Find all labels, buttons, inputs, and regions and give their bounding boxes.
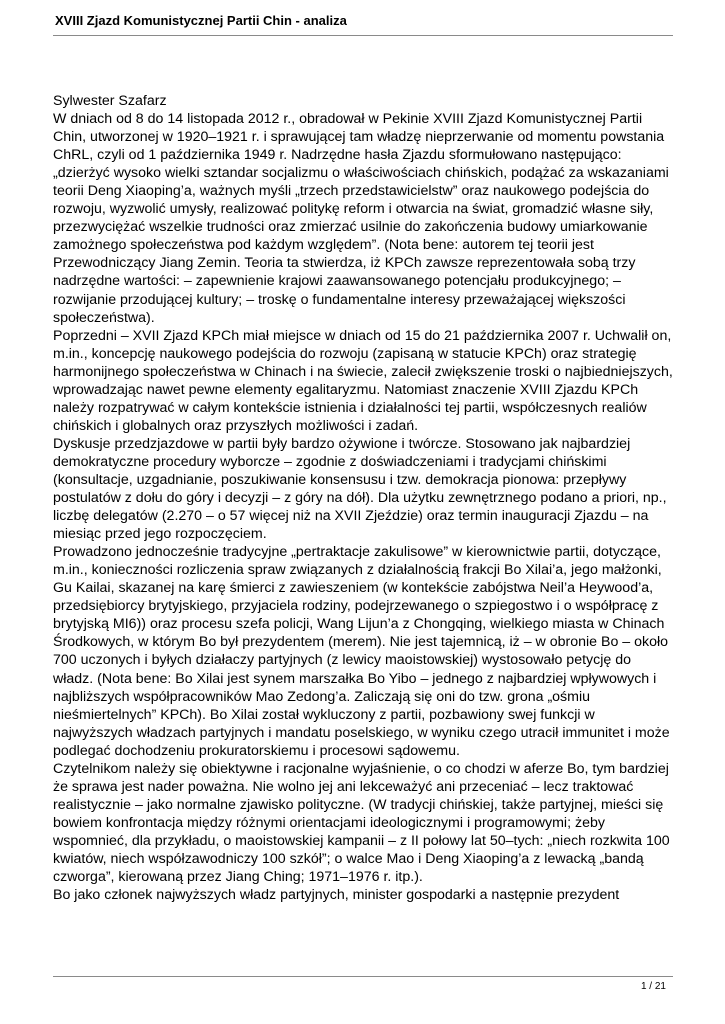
paragraph-previous-congress: Poprzedni – XVII Zjazd KPCh miał miejsce w dniach od 15 do 21 października 2007 r. Uchwalił on, m.in., koncepcję naukowego podejścia do rozwoju (zapisaną w statucie KPCh) oraz strategię harmonijnego społeczeństwa w Chinach i na świecie, zalecił zwiększenie troski o najbiedniejszych, wprowadzając nawet pewne elementy egalitaryzmu. Natomiast znaczenie XVIII Zjazdu KPCh należy rozpatrywać w całym kontekście istnienia i działalności tej partii, współczesnych realiów chińskich i globalnych oraz przyszłych możliwości i zadań. [53, 327, 673, 434]
footer-divider [53, 976, 673, 977]
paragraph-bo-xilai-affair: Prowadzono jednocześnie tradycyjne „pertraktacje zakulisowe” w kierownictwie partii, dotyczące, m.in., konieczności rozliczenia spraw związanych z działalnością frakcji Bo Xilai’a, jego małżonki, Gu Kailai, skazanej na karę śmierci z zawieszeniem (w kontekście zabójstwa Neil’a Heywood’a, przedsiębiorcy brytyjskiego, przyjaciela rodziny, podejrzewanego o szpiegostwo i o współpracę z brytyjską MI6)) oraz procesu szefa policji, Wang Lijun’a z Chongqing, wielkiego miasta w Chinach Środkowych, w którym Bo był prezydentem (merem). Nie jest tajemnicą, iż – w obronie Bo – około 700 uczonych i byłych działaczy partyjnych (z lewicy maoistowskiej) wystosowało petycję do władz. (Nota bene: Bo Xilai jest synem marszałka Bo Yibo – jednego z najbardziej wpływowych i najbliższych współpracowników Mao Zedong’a. Zaliczają się oni do tzw. grona „ośmiu nieśmiertelnych” KPCh). Bo Xilai został wykluczony z partii, pozbawiony swej funkcji w najwyższych władzach partyjnych i mandatu poselskiego, w wyniku czego utracił immunitet i może podlegać dochodzeniu prokuratorskiemu i procesowi sądowemu. [53, 544, 670, 759]
page-number: 1 / 21 [640, 981, 666, 992]
header-divider [53, 35, 673, 36]
author-name: Sylwester Szafarz [53, 93, 167, 109]
document-title: XVIII Zjazd Komunistycznej Partii Chin - analiza [55, 13, 347, 28]
paragraph-intro: W dniach od 8 do 14 listopada 2012 r., obradował w Pekinie XVIII Zjazd Komunistycznej Partii Chin, utworzonej w 1920–1921 r. i sprawującej tam władzę nieprzerwanie od momentu powstania ChRL, czyli od 1 października 1949 r. Nadrzędne hasła Zjazdu sformułowano następująco: „dzierżyć wysoko wielki sztandar socjalizmu o właściwościach chińskich, podążać za wskazaniami teorii Deng Xiaoping’a, ważnych myśli „trzech przedstawicielstw” oraz naukowego podejścia do rozwoju, wyzwolić umysły, realizować politykę reform i otwarcia na świat, gromadzić własne siły, przezwyciężać wszelkie trudności oraz zmierzać usilnie do zakończenia budowy umiarkowanie zamożnego społeczeństwa pod każdym względem”. (Nota bene: autorem tej teorii jest Przewodniczący Jiang Zemin. Teoria ta stwierdza, iż KPCh zawsze reprezentowała sobą trzy nadrzędne wartości: – zapewnienie krajowi zaawansowanego potencjału produkcyjnego; – rozwijanie przodującej kultury; – troskę o fundamentalne interesy przeważającej większości społeczeństwa). [53, 111, 669, 326]
article-body [53, 92, 675, 904]
paragraph-explanation: Czytelnikom należy się obiektywne i racjonalne wyjaśnienie, o co chodzi w aferze Bo, tym bardziej że sprawa jest nader poważna. Nie wolno jej ani lekceważyć ani przeceniać – lecz traktować realistycznie – jako normalne zjawisko polityczne. (W tradycji chińskiej, także partyjnej, mieści się bowiem konfrontacja między różnymi orientacjami ideologicznymi i programowymi; żeby wspomnieć, dla przykładu, o maoistowskiej kampanii – z II połowy lat 50–tych: „niech rozkwita 100 kwiatów, niech współzawodniczy 100 szkół”; o walce Mao i Deng Xiaoping’a z lewacką „bandą czworga”, kierowaną przez Jiang Ching; 1971–1976 r. itp.). [53, 760, 670, 886]
paragraph-discussions: Dyskusje przedzjazdowe w partii były bardzo ożywione i twórcze. Stosowano jak najbardziej demokratyczne procedury wyborcze – zgodnie z doświadczeniami i tradycjami chińskimi (konsultacje, uzgadnianie, poszukiwanie konsensusu i tzw. demokracja pionowa: przepływy postulatów z dołu do góry i decyzji – z góry na dół). Dla użytku zewnętrznego podano a priori, np., liczbę delegatów (2.270 – o 57 więcej niż na XVII Zjeździe) oraz termin inauguracji Zjazdu – na miesiąc przed jego rozpoczęciem. [53, 435, 667, 543]
paragraph-continued: Bo jako członek najwyższych władz partyjnych, minister gospodarki a następnie prezydent [53, 887, 620, 904]
